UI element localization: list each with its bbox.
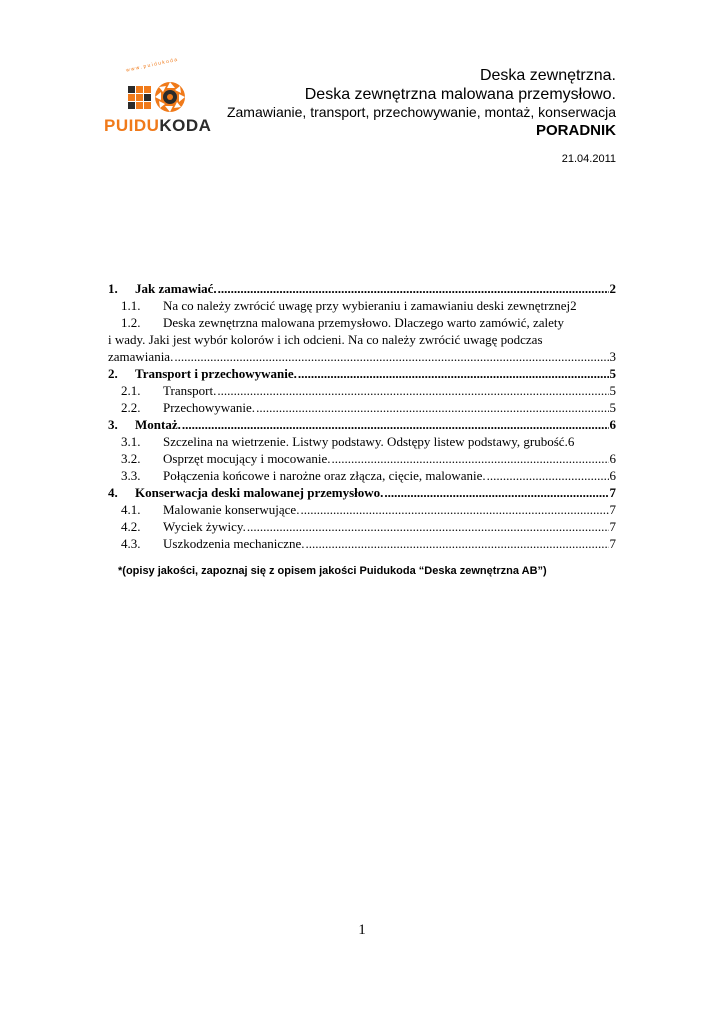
- toc-page: 5: [609, 366, 616, 381]
- toc-leader: [218, 280, 609, 297]
- toc-title-continued: i wady. Jaki jest wybór kolorów i ich odcieni. Na co należy zwrócić uwagę podczas: [108, 332, 543, 347]
- toc-leader: [256, 399, 608, 416]
- toc-number: 4.1.: [121, 502, 141, 517]
- toc-leader: [217, 382, 608, 399]
- toc-entry[interactable]: [108, 314, 616, 365]
- toc-number: 4.3.: [121, 536, 141, 551]
- toc-title: Transport i przechowywanie.: [135, 366, 297, 381]
- toc-number: 3.1.: [121, 434, 141, 449]
- toc-page: 7: [609, 485, 616, 500]
- document-header: [227, 66, 616, 142]
- toc-title: Na co należy zwrócić uwagę przy wybieraniu i zamawianiu deski zewnętrznej: [163, 298, 571, 313]
- toc-number: 4.2.: [121, 519, 141, 534]
- toc-entry[interactable]: [108, 535, 616, 552]
- toc-page: 6: [567, 434, 575, 449]
- toc-number: 1.: [108, 281, 118, 296]
- toc-title: Deska zewnętrzna malowana przemysłowo. Dlaczego warto zamówić, zalety: [163, 315, 565, 330]
- doc-label: PORADNIK: [535, 122, 616, 139]
- toc-number: 2.1.: [121, 383, 141, 398]
- toc-entry[interactable]: [108, 399, 616, 416]
- toc-page: 7: [609, 519, 616, 534]
- toc-leader: [300, 501, 608, 518]
- toc-title: Jak zamawiać.: [135, 281, 217, 296]
- toc-number: 1.2.: [121, 315, 141, 330]
- toc-leader: [182, 416, 609, 433]
- toc-leader: [174, 348, 608, 365]
- toc-leader: [305, 535, 608, 552]
- toc-entry[interactable]: [108, 484, 616, 501]
- quality-note: *(opisy jakości, zapoznaj się z opisem jakości Puidukoda “Deska zewnętrzna AB”): [118, 565, 547, 577]
- toc-entry[interactable]: [108, 365, 616, 382]
- toc-entry[interactable]: [108, 467, 616, 484]
- doc-date: 21.04.2011: [561, 153, 616, 165]
- toc-entry[interactable]: [108, 501, 616, 518]
- brand-part-2: KODA: [159, 116, 212, 135]
- toc-entry[interactable]: [108, 382, 616, 399]
- toc-number: 4.: [108, 485, 118, 500]
- toc-title-continued: zamawiania.: [108, 349, 174, 364]
- toc-leader: [487, 467, 609, 484]
- company-logo: [104, 58, 229, 134]
- toc-entry[interactable]: [108, 518, 616, 535]
- toc-title: Montaż.: [135, 417, 181, 432]
- toc-page: 7: [609, 502, 616, 517]
- toc-entry[interactable]: [108, 297, 616, 314]
- toc-page: 2: [570, 298, 577, 313]
- toc-leader: [332, 450, 609, 467]
- toc-number: 3.3.: [121, 468, 141, 483]
- toc-number: 3.: [108, 417, 118, 432]
- toc-page: 6: [609, 417, 616, 432]
- doc-title-1: Deska zewnętrzna.: [479, 67, 616, 84]
- toc-page: 6: [609, 468, 616, 483]
- toc-title: Osprzęt mocujący i mocowanie.: [163, 451, 331, 466]
- toc-page: 7: [609, 536, 616, 551]
- toc-leader: [247, 518, 609, 535]
- toc-title: Wyciek żywicy.: [163, 519, 246, 534]
- doc-subtitle: Zamawianie, transport, przechowywanie, montaż, konserwacja: [226, 104, 616, 120]
- doc-title-2: Deska zewnętrzna malowana przemysłowo.: [304, 86, 616, 103]
- toc-page: 5: [609, 383, 616, 398]
- toc-leader: [384, 484, 608, 501]
- toc-entry[interactable]: [108, 280, 616, 297]
- toc-title: Transport.: [163, 383, 217, 398]
- brand-part-1: PUIDU: [104, 116, 160, 135]
- toc-title: Przechowywanie.: [163, 400, 256, 415]
- table-of-contents: [108, 280, 616, 552]
- toc-title: Szczelina na wietrzenie. Listwy podstawy. Odstępy listew podstawy, grubość.: [163, 434, 568, 449]
- toc-title: Połączenia końcowe i narożne oraz złącza, cięcie, malowanie.: [163, 468, 486, 483]
- toc-number: 3.2.: [121, 451, 141, 466]
- toc-entry[interactable]: [108, 450, 616, 467]
- toc-number: 2.2.: [121, 400, 141, 415]
- toc-entry[interactable]: [108, 416, 616, 433]
- toc-number: 2.: [108, 366, 118, 381]
- toc-number: 1.1.: [121, 298, 141, 313]
- toc-title: Uszkodzenia mechaniczne.: [163, 536, 305, 551]
- svg-text:w w w . p u i d u k o d a: w w w . p u i d u k o d a: [125, 58, 178, 74]
- toc-entry[interactable]: [108, 433, 616, 450]
- logo-emblem-icon: [104, 58, 229, 118]
- toc-leader: [298, 365, 609, 382]
- toc-page: 6: [609, 451, 616, 466]
- toc-title: Malowanie konserwujące.: [163, 502, 300, 517]
- toc-page: 2: [609, 281, 616, 296]
- toc-page: 3: [609, 349, 616, 364]
- brand-name: [104, 116, 211, 136]
- toc-title: Konserwacja deski malowanej przemysłowo.: [135, 485, 384, 500]
- toc-page: 5: [609, 400, 616, 415]
- page-number: 1: [358, 922, 366, 938]
